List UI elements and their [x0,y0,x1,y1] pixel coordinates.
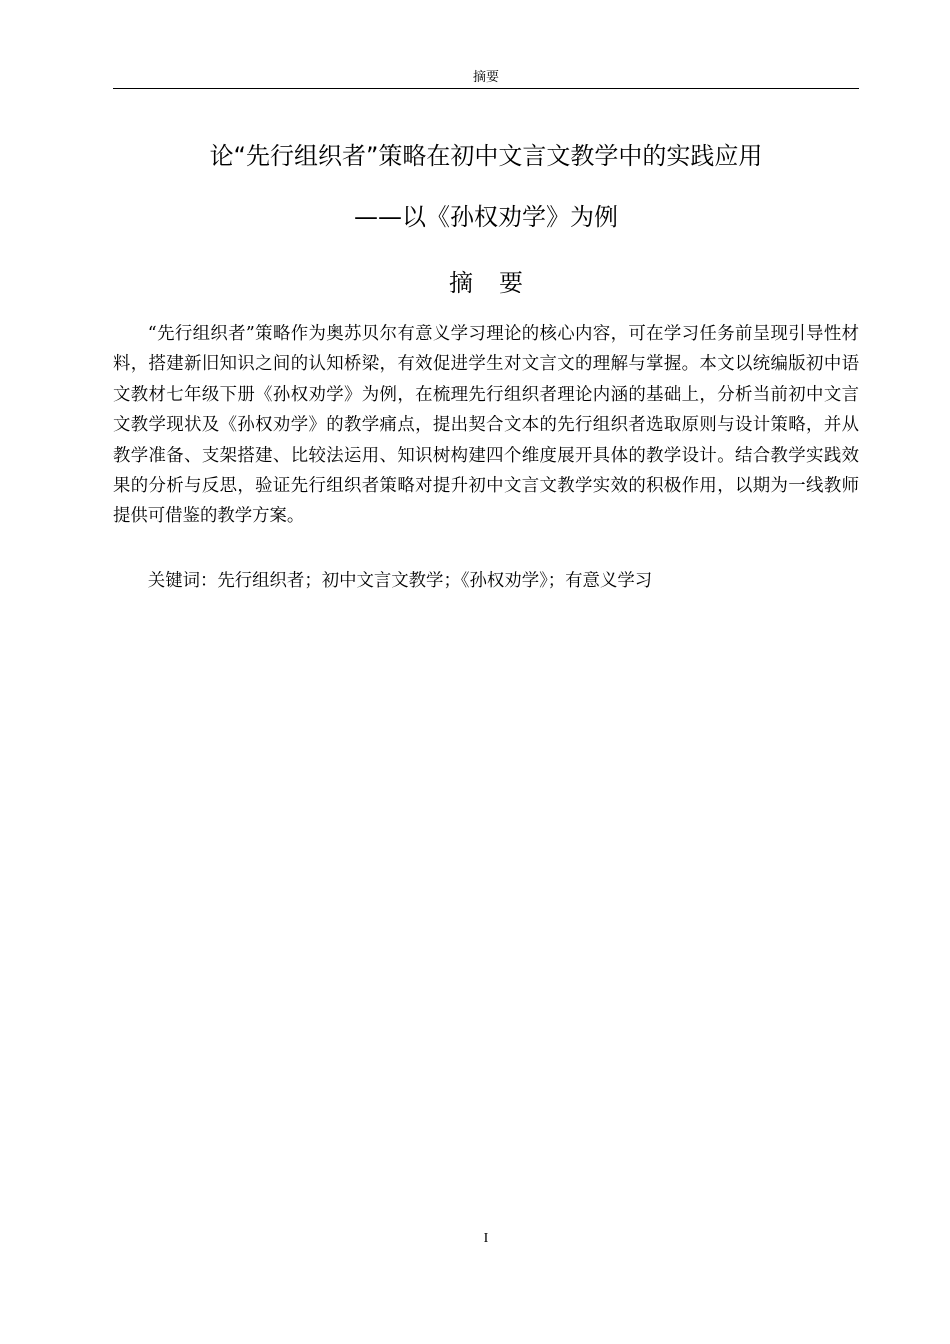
running-header: 摘要 [472,70,499,85]
abstract-body: “先行组织者”策略作为奥苏贝尔有意义学习理论的核心内容，可在学习任务前呈现引导性材料，搭建新旧知识之间的认知桥梁，有效促进学生对文言文的理解与掌握。本文以统编版初中语文教材七年级下册《孙权劝学》为例，在梳理先行组织者理论内涵的基础上，分析当前初中文言文教学现状及《孙权劝学》的教学痛点，提出契合文本的先行组织者选取原则与设计策略，并从教学准备、支架搭建、比较法运用、知识树构建四个维度展开具体的教学设计。结合教学实践效果的分析与反思，验证先行组织者策略对提升初中文言文教学实效的积极作用，以期为一线教师提供可借鉴的教学方案。 [113,324,859,527]
keywords-line: 关键词：先行组织者；初中文言文教学；《孙权劝学》；有意义学习 [147,571,653,591]
header-rule [113,88,859,89]
paper-title: 论“先行组织者”策略在初中文言文教学中的实践应用 [209,142,763,170]
paper-subtitle: ——以《孙权劝学》为例 [354,203,618,231]
abstract-heading: 摘要 [449,269,549,297]
page-number: I [483,1231,489,1246]
